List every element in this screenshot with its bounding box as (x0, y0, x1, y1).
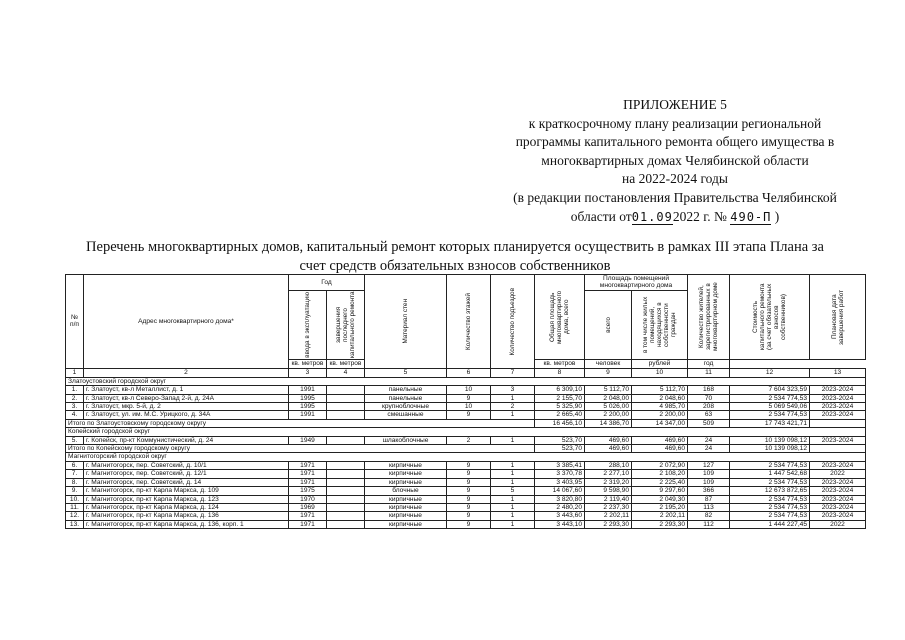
table-cell (327, 487, 365, 495)
header-premises-total (585, 290, 632, 359)
table-cell: блочные (365, 487, 447, 495)
table-cell: 11. (66, 503, 84, 511)
table-cell: 2023-2024 (810, 461, 866, 469)
header-cost-label: Стоимость капитального ремонта (за счет обязательных взносов собственников) (752, 283, 788, 351)
table-cell: 8. (66, 478, 84, 486)
table-cell: 3 (491, 386, 535, 394)
header-premises-total-label: всего (604, 316, 612, 333)
table-cell: 2 195,20 (632, 503, 688, 511)
table-cell: 2023-2024 (810, 495, 866, 503)
table-cell: г. Магнитогорск, пр-кт Карла Маркса, д. 109 (84, 487, 289, 495)
table-row (66, 394, 866, 402)
header-year: Год (289, 275, 365, 291)
table-row (66, 503, 866, 511)
table-cell: 1. (66, 386, 84, 394)
table-cell: 9. (66, 487, 84, 495)
column-number: 12 (730, 368, 810, 377)
table-cell: 2 225,40 (632, 478, 688, 486)
header-cost (730, 275, 810, 360)
table-cell: 1971 (289, 478, 327, 486)
column-number: 11 (688, 368, 730, 377)
table-cell: 1 (491, 436, 535, 444)
table-cell: 5 (491, 487, 535, 495)
table-cell: 2 237,30 (585, 503, 632, 511)
table-cell: 3 443,10 (535, 520, 585, 528)
table-cell: 9 297,60 (632, 487, 688, 495)
column-number: 10 (632, 368, 688, 377)
header-entrances (491, 275, 535, 369)
table-cell: 2 108,20 (632, 470, 688, 478)
table-cell (327, 520, 365, 528)
table-cell: г. Златоуст, ул. им. М.С. Урицкого, д. 34А (84, 411, 289, 419)
table-cell: 2 534 774,53 (730, 411, 810, 419)
table-cell: 2 048,00 (585, 394, 632, 402)
table-cell: 9 (447, 411, 491, 419)
appendix-line: (в редакции постановления Правительства Челябинской (513, 189, 837, 205)
table-cell: 2023-2024 (810, 411, 866, 419)
table-cell: 2 155,70 (535, 394, 585, 402)
table-cell: г. Магнитогорск, пр-кт Карла Маркса, д. 124 (84, 503, 289, 511)
table-cell (327, 503, 365, 511)
table-cell: 2 534 774,53 (730, 495, 810, 503)
table-cell: 9 (447, 470, 491, 478)
table-cell: кирпичные (365, 470, 447, 478)
total-cell: 16 456,10 (535, 419, 585, 427)
table-cell: 2 534 774,53 (730, 512, 810, 520)
table-cell (327, 411, 365, 419)
section-row (66, 377, 866, 385)
table-cell (327, 386, 365, 394)
table-cell: 87 (688, 495, 730, 503)
table-cell: 12. (66, 512, 84, 520)
table-cell: смешанные (365, 411, 447, 419)
total-cell: 469,60 (585, 445, 632, 453)
table-cell: 7 604 323,59 (730, 386, 810, 394)
total-cell: 10 139 098,12 (730, 445, 810, 453)
column-number: 6 (447, 368, 491, 377)
header-total-area (535, 275, 585, 360)
table-cell: 3 820,80 (535, 495, 585, 503)
table-cell: 1 444 227,45 (730, 520, 810, 528)
total-cell (810, 445, 866, 453)
table-cell: 1 (491, 478, 535, 486)
table-cell: 9 (447, 478, 491, 486)
table-cell: 9 (447, 520, 491, 528)
table-cell: 2 480,20 (535, 503, 585, 511)
table-cell: 4 985,70 (632, 403, 688, 411)
section-name: Копейский городской округ (66, 428, 866, 436)
table-cell: 1 (491, 411, 535, 419)
header-residents-label: Количество жителей, зарегистрированных в многоквартирном доме (698, 282, 720, 352)
unit-cost: рублей (632, 359, 688, 368)
table-cell: 1 (491, 512, 535, 520)
table-cell: 2 202,11 (585, 512, 632, 520)
total-row (66, 419, 866, 427)
column-number-row (66, 368, 866, 377)
appendix-line: программы капитального ремонта общего имущества в (515, 134, 835, 150)
table-row (66, 520, 866, 528)
column-number: 4 (327, 368, 365, 377)
table-cell: 82 (688, 512, 730, 520)
table-cell: 4. (66, 411, 84, 419)
table-cell: г. Магнитогорск, пер. Советский, д. 14 (84, 478, 289, 486)
table-cell: 5 112,70 (632, 386, 688, 394)
total-label: Итого по Златоустовскому городскому округу (66, 419, 535, 427)
table-cell: кирпичные (365, 512, 447, 520)
total-cell: 14 347,00 (632, 419, 688, 427)
table-cell: 168 (688, 386, 730, 394)
header-address: Адрес многоквартирного дома* (84, 275, 289, 369)
table-cell: 9 (447, 394, 491, 402)
header-premises-citizens (632, 290, 688, 359)
table-cell: 13. (66, 520, 84, 528)
table-cell: кирпичные (365, 461, 447, 469)
table-cell: 2 293,30 (632, 520, 688, 528)
header-year-commission (289, 290, 327, 359)
table-cell: г. Златоуст, мкр. 5-й, д. 2 (84, 403, 289, 411)
header-planned-date (810, 275, 866, 360)
table-cell: 2 202,11 (632, 512, 688, 520)
table-cell (327, 461, 365, 469)
appendix-title: ПРИЛОЖЕНИЕ 5 (623, 97, 727, 112)
table-cell: 1969 (289, 503, 327, 511)
table-cell: панельные (365, 394, 447, 402)
header-year-repair-label: завершения последнего капитального ремонта (335, 291, 356, 359)
header-floors-label: Количество этажей (465, 292, 472, 350)
total-cell: 17 743 421,71 (730, 419, 810, 427)
appendix-line-text: ) (774, 208, 780, 224)
table-cell: 2023-2024 (810, 386, 866, 394)
total-cell: 523,70 (535, 445, 585, 453)
table-cell: г. Магнитогорск, пр-кт Карла Маркса, д. 123 (84, 495, 289, 503)
table-cell: 1 (491, 461, 535, 469)
header-premises-citizens-label: в том числе жилых помещений, находящихся в собственности граждан (642, 296, 677, 353)
table-cell: 2 534 774,53 (730, 503, 810, 511)
table-cell: 1 (491, 470, 535, 478)
table-cell: 10 139 098,12 (730, 436, 810, 444)
column-number: 7 (491, 368, 535, 377)
table-cell: 9 (447, 495, 491, 503)
table-cell: 3 385,41 (535, 461, 585, 469)
appendix-line: многоквартирных домах Челябинской области (541, 152, 809, 168)
table-cell: 2023-2024 (810, 503, 866, 511)
table-cell: 1975 (289, 487, 327, 495)
table-cell: 1971 (289, 470, 327, 478)
total-label: Итого по Копейскому городскому округу (66, 445, 535, 453)
table-cell: 2 534 774,53 (730, 394, 810, 402)
column-number: 2 (84, 368, 289, 377)
header-year-commission-label: ввода в эксплуатацию (304, 291, 311, 358)
table-cell: 2 (491, 403, 535, 411)
column-number: 5 (365, 368, 447, 377)
table-cell: 2 200,00 (632, 411, 688, 419)
table-row (66, 461, 866, 469)
table-cell: 1970 (289, 495, 327, 503)
header-premises-area: Площадь помещений многоквартирного дома (585, 275, 688, 291)
table-row (66, 386, 866, 394)
column-number: 3 (289, 368, 327, 377)
table-cell: 288,10 (585, 461, 632, 469)
table-cell: 2023-2024 (810, 512, 866, 520)
appendix-line: на 2022-2024 годы (622, 171, 728, 187)
table-cell: кирпичные (365, 478, 447, 486)
table-cell: 9 (447, 461, 491, 469)
table-cell: 1 (491, 394, 535, 402)
table-cell: 1991 (289, 386, 327, 394)
table-cell: 1971 (289, 461, 327, 469)
total-cell (810, 419, 866, 427)
table-row (66, 403, 866, 411)
unit-residents: человек (585, 359, 632, 368)
table-cell: 2 534 774,53 (730, 478, 810, 486)
table-cell: г. Златоуст, кв-л Металлист, д. 1 (84, 386, 289, 394)
total-cell: 469,60 (632, 445, 688, 453)
table-cell: 70 (688, 394, 730, 402)
column-number: 9 (585, 368, 632, 377)
table-cell: 9 598,90 (585, 487, 632, 495)
table-cell: 2 200,00 (585, 411, 632, 419)
table-cell: 1995 (289, 394, 327, 402)
table-row (66, 411, 866, 419)
table-cell: кирпичные (365, 495, 447, 503)
table-cell: 2023-2024 (810, 487, 866, 495)
header-wall-material (365, 275, 447, 369)
unit-premises-citizens: кв. метров (535, 359, 585, 368)
table-cell: 2 293,30 (585, 520, 632, 528)
table-cell: г. Копейск, пр-кт Коммунистический, д. 24 (84, 436, 289, 444)
table-cell (327, 403, 365, 411)
column-number: 13 (810, 368, 866, 377)
header-year-repair (327, 290, 365, 359)
table-cell: 113 (688, 503, 730, 511)
appendix-line-text: области от (570, 208, 632, 224)
table-cell (327, 512, 365, 520)
heading-line: счет средств обязательных взносов собственников (299, 257, 611, 274)
table-cell (327, 478, 365, 486)
section-row (66, 428, 866, 436)
table-row (66, 470, 866, 478)
table-cell: 112 (688, 520, 730, 528)
total-cell: 14 386,70 (585, 419, 632, 427)
table-cell: 14 067,60 (535, 487, 585, 495)
table-row (66, 495, 866, 503)
table-cell: 5 112,70 (585, 386, 632, 394)
table-cell: 2 049,30 (632, 495, 688, 503)
table-cell: 3 403,95 (535, 478, 585, 486)
table-cell: 1 (491, 495, 535, 503)
table-cell: шлакоблочные (365, 436, 447, 444)
table-cell: 9 (447, 487, 491, 495)
table-cell: г. Магнитогорск, пер. Советский, д. 12/1 (84, 470, 289, 478)
header-planned-date-label: Плановая дата завершения работ (830, 289, 845, 345)
appendix-line-text: 2022 г. № (672, 208, 727, 224)
table-row (66, 478, 866, 486)
table-cell: 9 (447, 512, 491, 520)
table-cell: 469,60 (585, 436, 632, 444)
table-cell: 3. (66, 403, 84, 411)
table-cell: г. Златоуст, кв-л Северо-Запад 2-й, д. 24А (84, 394, 289, 402)
table-cell: 10. (66, 495, 84, 503)
table-cell: г. Магнитогорск, пер. Советский, д. 10/1 (84, 461, 289, 469)
table-cell: 109 (688, 478, 730, 486)
table-cell (327, 495, 365, 503)
table-cell: 5 069 549,06 (730, 403, 810, 411)
appendix-line (480, 208, 870, 227)
appendix-line: к краткосрочному плану реализации региональной (528, 115, 822, 131)
decree-date: 01.09 (631, 209, 673, 224)
table-cell: 10 (447, 403, 491, 411)
total-cell: 24 (688, 445, 730, 453)
table-cell: 12 673 872,65 (730, 487, 810, 495)
table-cell: г. Магнитогорск, пр-кт Карла Маркса, д. 136 (84, 512, 289, 520)
heading-line: Перечень многоквартирных домов, капитальный ремонт которых планируется осуществить в рамках III этапа Плана за (86, 239, 824, 255)
table-cell: 24 (688, 436, 730, 444)
table-cell: 1991 (289, 411, 327, 419)
table-row (66, 436, 866, 444)
section-name: Магнитогорский городской округ (66, 453, 866, 461)
table-body (66, 377, 866, 528)
table-cell: 2 048,60 (632, 394, 688, 402)
table-cell: 469,60 (632, 436, 688, 444)
table-cell: 1971 (289, 512, 327, 520)
table-cell (327, 394, 365, 402)
table-cell: 5. (66, 436, 84, 444)
header-total-area-label: Общая площадь многоквартирного дома, всего (549, 290, 570, 344)
buildings-table (65, 274, 866, 529)
table-cell: 127 (688, 461, 730, 469)
decree-number: 490-П (730, 209, 772, 224)
table-cell: 1995 (289, 403, 327, 411)
section-row (66, 453, 866, 461)
table-cell: 3 443,60 (535, 512, 585, 520)
header-entrances-label: Количество подъездов (509, 287, 516, 356)
table-cell (327, 470, 365, 478)
column-number: 1 (66, 368, 84, 377)
table-cell: 5 325,90 (535, 403, 585, 411)
table-cell: крупноблочные (365, 403, 447, 411)
table-cell: 1 (491, 520, 535, 528)
table-cell: кирпичные (365, 503, 447, 511)
table-cell: панельные (365, 386, 447, 394)
unit-premises-total: кв. метров (327, 359, 365, 368)
table-cell: 6. (66, 461, 84, 469)
table-row (66, 487, 866, 495)
total-cell: 509 (688, 419, 730, 427)
table-cell: 2022 (810, 470, 866, 478)
unit-total-area: кв. метров (289, 359, 327, 368)
table-cell: 2023-2024 (810, 394, 866, 402)
table-cell: 109 (688, 470, 730, 478)
table-cell: кирпичные (365, 520, 447, 528)
table-cell: 2 319,20 (585, 478, 632, 486)
table-cell: 2023-2024 (810, 478, 866, 486)
table-cell: 9 (447, 503, 491, 511)
appendix-block (480, 96, 870, 226)
unit-planned-date: год (688, 359, 730, 368)
section-name: Златоустовский городской округ (66, 377, 866, 385)
table-cell (327, 436, 365, 444)
table-cell: 1 447 542,68 (730, 470, 810, 478)
table-cell: 1971 (289, 520, 327, 528)
table-cell: 3 370,78 (535, 470, 585, 478)
table-cell: 208 (688, 403, 730, 411)
table-cell: 2023-2024 (810, 403, 866, 411)
table-cell: 2 534 774,53 (730, 461, 810, 469)
total-row (66, 445, 866, 453)
header-num: № п/п (66, 275, 84, 369)
column-number: 8 (535, 368, 585, 377)
table-cell: 2022 (810, 520, 866, 528)
table-cell: 2 665,40 (535, 411, 585, 419)
table-cell: 63 (688, 411, 730, 419)
table-cell: 7. (66, 470, 84, 478)
table-cell: 2. (66, 394, 84, 402)
header-wall-material-label: Материал стен (402, 299, 409, 344)
table-cell: 523,70 (535, 436, 585, 444)
table-cell: 2 072,90 (632, 461, 688, 469)
table-cell: 366 (688, 487, 730, 495)
table-cell: 2 119,40 (585, 495, 632, 503)
table-cell: 6 309,10 (535, 386, 585, 394)
table-cell: 10 (447, 386, 491, 394)
table-cell: 2 277,10 (585, 470, 632, 478)
table-cell: 5 026,00 (585, 403, 632, 411)
list-heading (40, 238, 870, 275)
table-row (66, 512, 866, 520)
table-cell: 2 (447, 436, 491, 444)
table-cell: 2023-2024 (810, 436, 866, 444)
table-cell: 1949 (289, 436, 327, 444)
header-floors (447, 275, 491, 369)
header-residents (688, 275, 730, 360)
table-cell: 1 (491, 503, 535, 511)
table-cell: г. Магнитогорск, пр-кт Карла Маркса, д. 136, корп. 1 (84, 520, 289, 528)
